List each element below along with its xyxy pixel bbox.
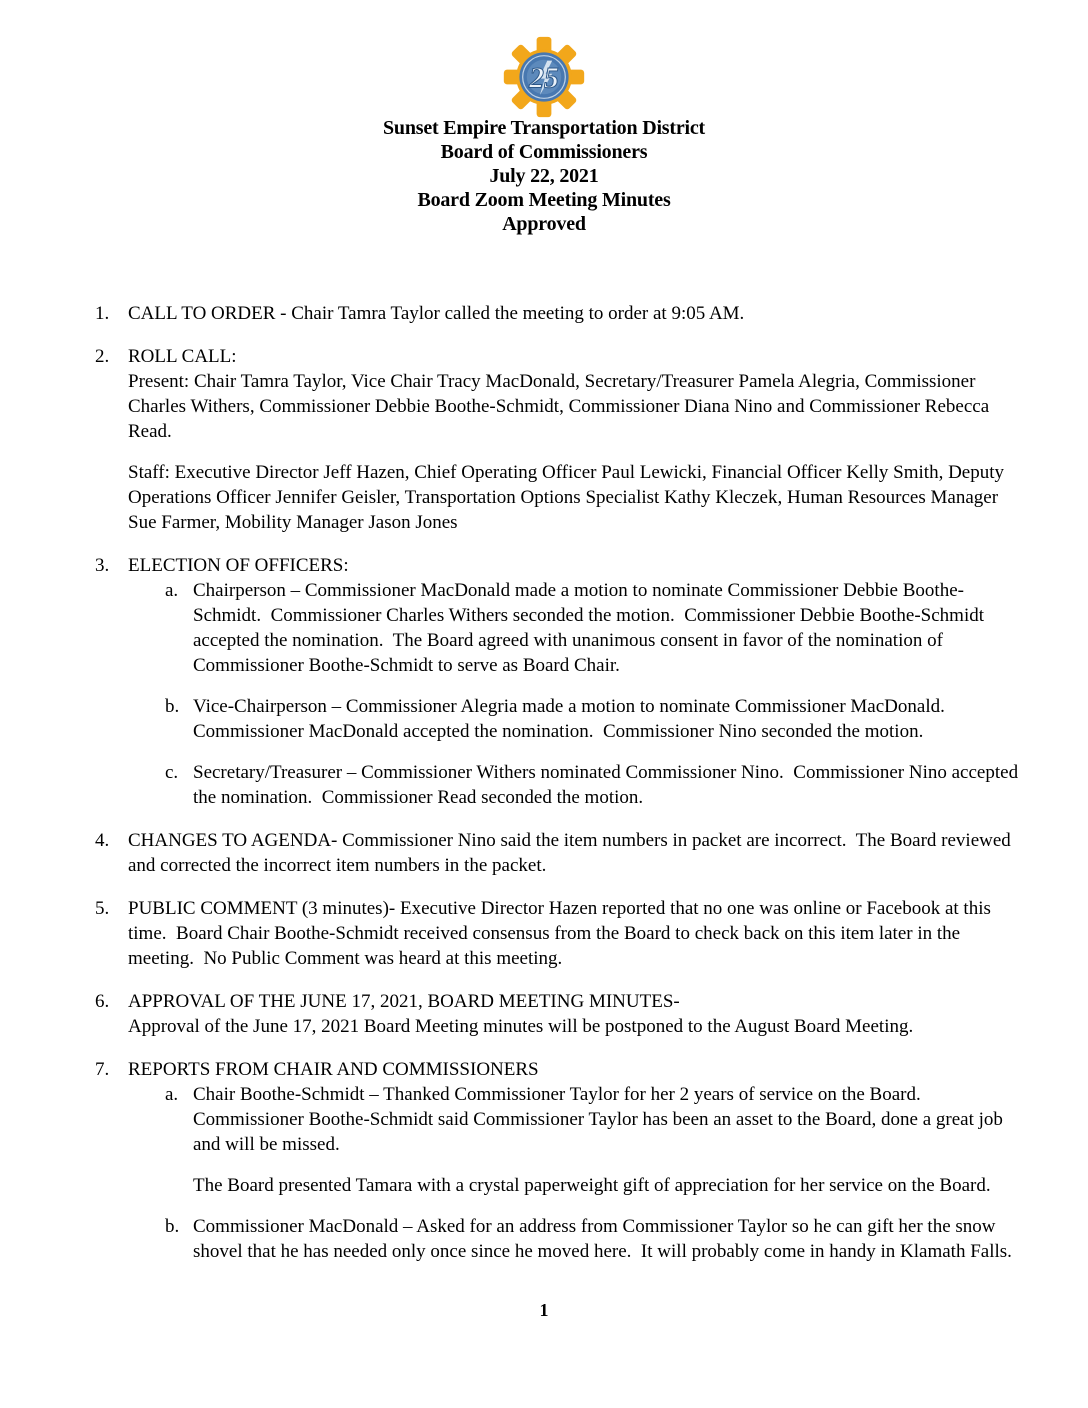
subitem-text: Chairperson – Commissioner MacDonald made a motion to nominate Commissioner Debbie Boothe-Schmidt. Commissioner Charles Withers seconded the motion. Commissioner Debbie Boothe-Schmidt accepted the nomination. The Board agreed with unanimous consent in favor of the nomination of Commissioner Boothe-Schmidt to serve as Board Chair. [193,580,989,676]
agenda-item-1 [95,301,1021,326]
subitem-text: Commissioner MacDonald – Asked for an address from Commissioner Taylor so he can gift her the snow shovel that he has needed only once since he moved here. It will probably come in handy in Klamath Falls. [193,1216,1012,1262]
logo-number: 25 [529,62,559,95]
minutes-postponed-paragraph: Approval of the June 17, 2021 Board Meeting minutes will be postponed to the August Board Meeting. [128,1016,914,1037]
agenda-item-6 [95,989,1021,1039]
agenda-item-5 [95,896,1021,971]
document-title-block [0,116,1088,236]
gift-paragraph: The Board presented Tamara with a crystal paperweight gift of appreciation for her service on the Board. [193,1175,991,1196]
subitem-letter: a. [165,580,179,601]
item-number: 2. [95,346,110,367]
subitem-3a [165,578,1021,678]
subitem-7b [165,1214,1021,1264]
item-text: CALL TO ORDER - Chair Tamra Taylor called the meeting to order at 9:05 AM. [128,303,745,324]
title-line-date: July 22, 2021 [489,165,599,187]
subitem-letter: b. [165,1216,180,1237]
item-text: REPORTS FROM CHAIR AND COMMISSIONERS [128,1059,539,1080]
item-text: ELECTION OF OFFICERS: [128,555,349,576]
agenda-list [95,301,1021,1282]
roll-call-present-paragraph: Present: Chair Tamra Taylor, Vice Chair Tracy MacDonald, Secretary/Treasurer Pamela Alegria, Commissioner Charles Withers, Commissioner Debbie Boothe-Schmidt, Commissioner Diana Nino and Commissioner Rebecca Read. [128,371,994,442]
item-text: ROLL CALL: [128,346,237,367]
agenda-item-7 [95,1057,1021,1264]
subitem-text: Chair Boothe-Schmidt – Thanked Commissioner Taylor for her 2 years of service on the Board. Commissioner Boothe-Schmidt said Commissioner Taylor has been an asset to the Board, done a great job and will be missed. [193,1084,1008,1155]
agenda-item-2 [95,344,1021,535]
item-number: 5. [95,898,110,919]
agenda-item-4 [95,828,1021,878]
subitem-letter: c. [165,762,179,783]
item-text: APPROVAL OF THE JUNE 17, 2021, BOARD MEETING MINUTES- [128,991,680,1012]
item-text: CHANGES TO AGENDA- Commissioner Nino said the item numbers in packet are incorrect. The Board reviewed and corrected the incorrect item numbers in the packet. [128,830,1016,876]
item-number: 3. [95,555,110,576]
title-line-meeting: Board Zoom Meeting Minutes [417,189,671,211]
title-line-approved: Approved [502,213,586,235]
title-line-board: Board of Commissioners [440,141,648,163]
item-number: 6. [95,991,110,1012]
subitem-7a [165,1082,1021,1198]
subitem-letter: a. [165,1084,179,1105]
district-logo [503,36,585,118]
item-number: 1. [95,303,110,324]
roll-call-staff-paragraph: Staff: Executive Director Jeff Hazen, Chief Operating Officer Paul Lewicki, Financial Officer Kelly Smith, Deputy Operations Officer Jennifer Geisler, Transportation Options Specialist Kathy Kleczek, Human Resources Manager Sue Farmer, Mobility Manager Jason Jones [128,462,1009,533]
subitem-text: Vice-Chairperson – Commissioner Alegria made a motion to nominate Commissioner MacDonald. Commissioner MacDonald accepted the nomination. Commissioner Nino seconded the motion. [193,696,955,742]
subitem-letter: b. [165,696,180,717]
gear-25-icon [503,36,585,118]
item-text: PUBLIC COMMENT (3 minutes)- Executive Director Hazen reported that no one was online or Facebook at this time. Board Chair Boothe-Schmidt received consensus from the Board to check back on this item later in the meeting. No Public Comment was heard at this meeting. [128,898,996,969]
item-number: 4. [95,830,110,851]
subitem-3c [165,760,1021,810]
item-number: 7. [95,1059,110,1080]
title-line-district: Sunset Empire Transportation District [382,117,706,139]
page-number: 1 [539,1300,549,1320]
subitem-text: Secretary/Treasurer – Commissioner Withers nominated Commissioner Nino. Commissioner Nino accepted the nomination. Commissioner Read seconded the motion. [193,762,1023,808]
agenda-item-3 [95,553,1021,810]
subitem-3b [165,694,1021,744]
